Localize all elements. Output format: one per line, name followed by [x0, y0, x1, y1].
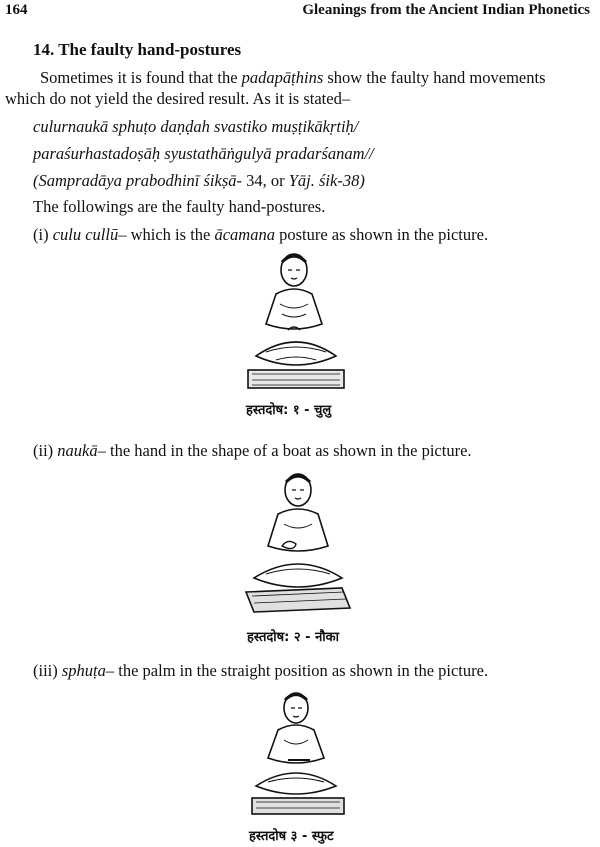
posture-3-line: [33, 661, 488, 681]
intro-line-1: [40, 68, 546, 88]
posture-number: (i): [33, 225, 53, 244]
book-title: Gleanings from the Ancient Indian Phonetics: [302, 2, 590, 18]
posture-3-caption: हस्तदोष ३ - स्फुट: [249, 829, 334, 844]
posture-desc: posture as shown in the picture.: [274, 225, 489, 244]
posture-2-line: [33, 441, 472, 461]
posture-3-illustration: [238, 688, 358, 818]
followings-line: The followings are the faulty hand-postures.: [33, 197, 326, 216]
intro-line-2: which do not yield the desired result. As it is stated–: [5, 89, 351, 108]
posture-2-caption: हस्तदोष: २ - नौका: [247, 630, 340, 645]
source-text: - 34, or: [236, 171, 289, 190]
posture-term: ācamana: [214, 225, 275, 244]
source-text: -38): [337, 171, 365, 190]
posture-number: (iii): [33, 661, 62, 680]
posture-name: sphuṭa: [61, 661, 106, 680]
intro-text: show the faulty hand movements: [323, 68, 546, 87]
posture-1-illustration: [236, 248, 356, 396]
posture-desc: – the palm in the straight position as shown in the picture.: [105, 661, 489, 680]
posture-name: naukā: [57, 441, 98, 460]
section-heading: 14. The faulty hand-postures: [33, 40, 242, 59]
posture-desc: – the hand in the shape of a boat as shown in the picture.: [97, 441, 472, 460]
verse-source: [33, 171, 365, 191]
posture-2-illustration: [238, 466, 358, 616]
posture-name: culu cullū: [52, 225, 119, 244]
source-text: Yāj. śik: [288, 171, 338, 190]
posture-1-caption: हस्तदोष: १ - चुलु: [246, 403, 332, 418]
posture-1-line: [33, 225, 488, 245]
verse-line-1: culurnaukā sphuṭo daṇḍah svastiko muṣṭikākṛtiḥ/: [33, 117, 359, 136]
verse-line-2: paraśurhastadoṣāḥ syustathāṅgulyā pradarśanam//: [33, 144, 374, 163]
intro-term: padapāṭhins: [241, 68, 324, 87]
page-number: 164: [5, 2, 28, 18]
posture-number: (ii): [33, 441, 58, 460]
source-text: (Sampradāya prabodhinī śikṣā: [33, 171, 237, 190]
posture-desc: – which is the: [118, 225, 215, 244]
intro-text: Sometimes it is found that the: [40, 68, 242, 87]
